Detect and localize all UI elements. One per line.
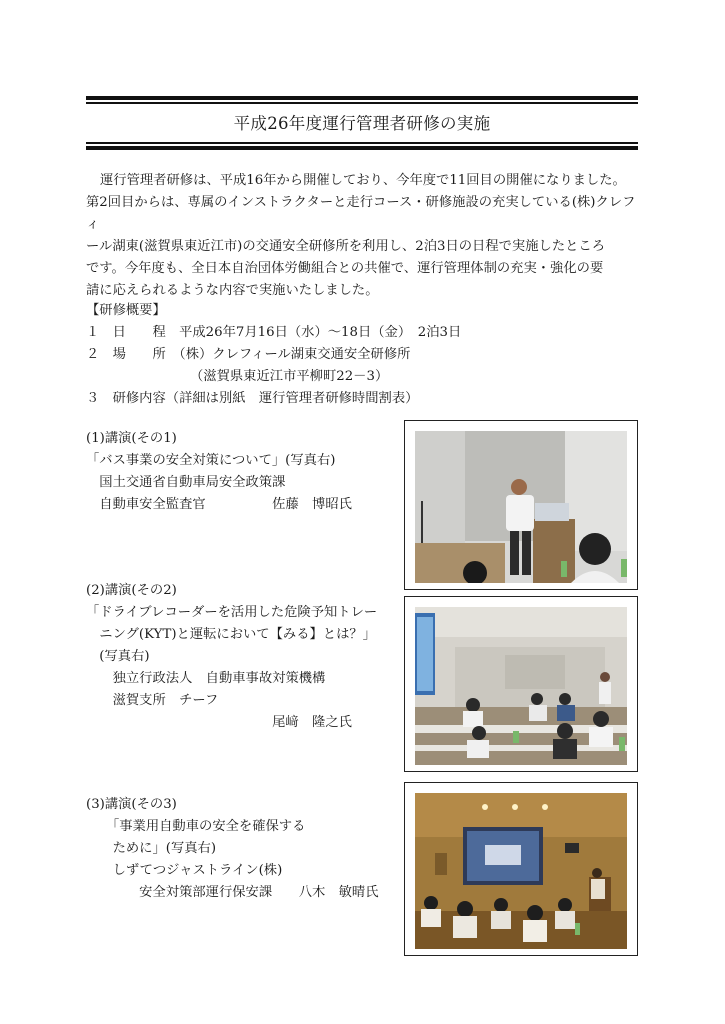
intro-line: 運行管理者研修は、平成16年から開催しており、今年度で11回目の開催になりました。	[100, 173, 626, 188]
overview-item-schedule: １ 日 程 平成26年7月16日（水）～18日（金） 2泊3日	[86, 325, 462, 340]
page-title: 平成26年度運行管理者研修の実施	[233, 114, 491, 133]
lecture-2-photo	[404, 596, 638, 772]
lecture-3-org: しずてつジャストライン(株)	[86, 863, 283, 878]
lecture-2-photo-note: (写真右)	[86, 649, 150, 664]
lecture-2-heading: (2)講演(その2)	[86, 583, 177, 598]
lecture-2-title-line-2: ニング(KYT)と運転において【みる】とは？」	[86, 627, 376, 642]
overview-heading: 【研修概要】	[86, 303, 166, 318]
lecture-2-org: 独立行政法人 自動車事故対策機構	[86, 671, 326, 686]
overview-item-content: ３ 研修内容（詳細は別紙 運行管理者研修時間割表）	[86, 391, 419, 406]
intro-line: ール湖東(滋賀県東近江市)の交通安全研修所を利用し、2泊3日の日程で実施したところ	[86, 239, 606, 254]
intro-line: です。今年度も、全日本自治団体労働組合との共催で、運行管理体制の充実・強化の要	[86, 261, 604, 276]
lecture-1-text	[86, 428, 352, 516]
lecture-3-heading: (3)講演(その3)	[86, 797, 177, 812]
overview-item-place: ２ 場 所 （株）クレフィール湖東交通安全研修所	[86, 347, 411, 362]
lecture-3-title-line-2: ために」(写真右)	[86, 841, 217, 856]
title-rule-top-thin	[86, 102, 638, 104]
lecture-1-speaker: 自動車安全監査官 佐藤 博昭氏	[86, 497, 352, 512]
title-rule-bottom-thick	[86, 146, 638, 150]
title-rule-bottom-thin	[86, 142, 638, 144]
lecture-1-heading: (1)講演(その1)	[86, 431, 177, 446]
intro-line: 第2回目からは、専属のインストラクターと走行コース・研修施設の充実している(株)クレフィ	[86, 195, 636, 232]
lecture-3-photo-scene	[415, 793, 627, 949]
lecture-2-title-line-1: 「ドライブレコーダーを活用した危険予知トレー	[86, 605, 378, 620]
lecture-2-photo-scene	[415, 607, 627, 765]
lecture-3-title-line-1: 「事業用自動車の安全を確保する	[86, 819, 306, 834]
intro-line: 請に応えられるような内容で実施いたしました。	[86, 283, 379, 298]
lecture-2-branch: 滋賀支所 チーフ	[86, 693, 219, 708]
title-rule-top-thick	[86, 96, 638, 100]
lecture-3-speaker: 安全対策部運行保安課 八木 敏晴氏	[86, 885, 379, 900]
lecture-3-photo	[404, 782, 638, 956]
lecture-1-title: 「バス事業の安全対策について」(写真右)	[86, 453, 336, 468]
intro-paragraph	[86, 170, 642, 302]
lecture-1-photo	[404, 420, 638, 590]
lecture-2-speaker: 尾﨑 隆之氏	[86, 715, 352, 730]
lecture-2-text	[86, 580, 377, 734]
overview-item-place-address: （滋賀県東近江市平柳町22－3）	[190, 369, 389, 384]
lecture-1-org: 国土交通省自動車局安全政策課	[86, 475, 286, 490]
lecture-1-photo-scene	[415, 431, 627, 583]
lecture-3-text	[86, 794, 379, 904]
